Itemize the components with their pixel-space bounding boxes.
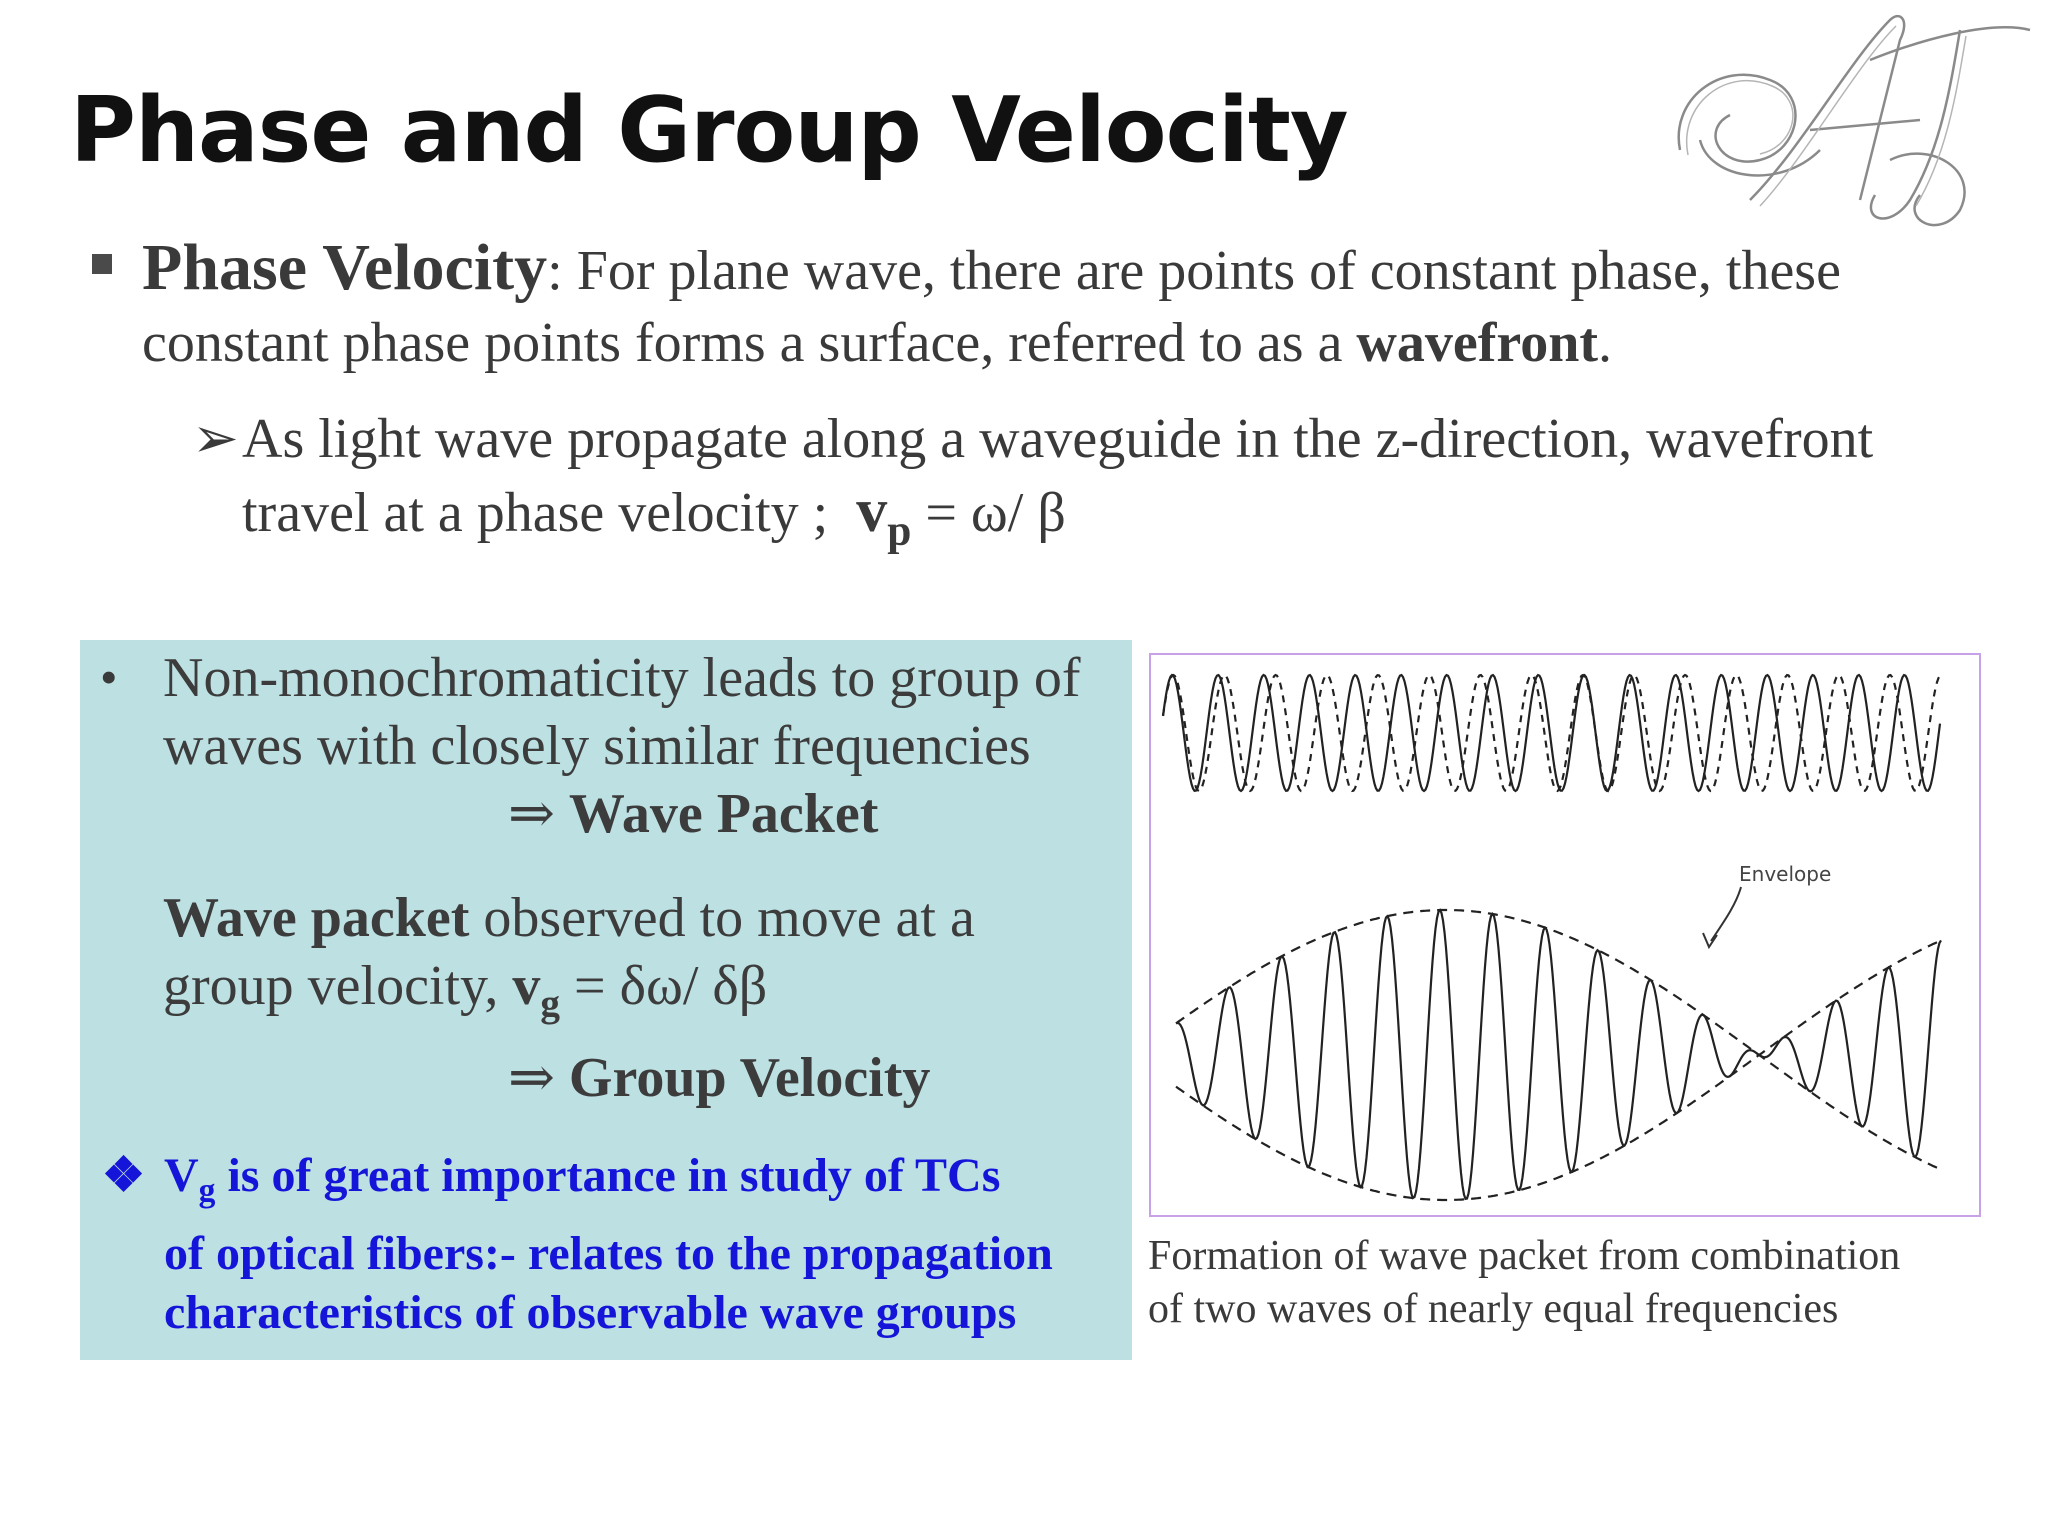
wave-packet-figure bbox=[1149, 653, 1981, 1217]
caption-line-1: Formation of wave packet from combination bbox=[1148, 1233, 1901, 1279]
diamond-bullet-icon: ❖ bbox=[102, 1149, 146, 1202]
two-waves-plot bbox=[1163, 675, 1940, 791]
phase-velocity-description: For plane wave, there are points of constant phase, these constant phase points forms a surface, referred to as a bbox=[142, 240, 1841, 374]
round-bullet-icon: • bbox=[100, 649, 118, 705]
wave-packet-line bbox=[163, 884, 975, 952]
wave-packet-diagram bbox=[1151, 655, 1979, 1215]
wave-packet-label: Wave Packet bbox=[568, 783, 879, 845]
note-text-1: is of great importance in study of TCs bbox=[215, 1149, 1001, 1202]
wave-solid-line bbox=[1163, 675, 1940, 791]
slide-title: Phase and Group Velocity bbox=[70, 78, 1348, 183]
envelope-label: Envelope bbox=[1739, 862, 1832, 886]
monogram-logo bbox=[1660, 0, 2040, 240]
carrier-wave-line bbox=[1176, 910, 1941, 1199]
phase-velocity-symbol bbox=[856, 477, 912, 555]
wave-packet-plot bbox=[1176, 910, 1941, 1200]
wave-packet-result bbox=[508, 780, 878, 848]
note-line-3: characteristics of observable wave groups bbox=[164, 1285, 1017, 1339]
sub-point-sentence: As light wave propagate along a waveguide in the z-direction, wavefront travel at a phase velocity ; bbox=[242, 408, 1874, 544]
vg-subscript: g bbox=[540, 982, 560, 1026]
sentence-end: . bbox=[1598, 312, 1613, 374]
square-bullet-icon bbox=[92, 254, 112, 274]
group-velocity-line bbox=[163, 952, 767, 1038]
group-velocity-panel bbox=[80, 640, 1132, 1360]
phase-velocity-text bbox=[142, 232, 1952, 379]
arrow-bullet-icon: ➢ bbox=[192, 408, 239, 470]
envelope-pointer bbox=[1711, 887, 1741, 941]
vp-v: v bbox=[856, 477, 888, 545]
implies-icon: ⇒ bbox=[508, 1047, 555, 1109]
note-line-2: of optical fibers:- relates to the propagation bbox=[164, 1226, 1053, 1280]
wave-packet-bold: Wave packet bbox=[163, 887, 470, 949]
phase-velocity-heading: Phase Velocity bbox=[142, 231, 548, 304]
importance-note bbox=[102, 1145, 1132, 1341]
panel-line-1: Non-monochromaticity leads to group of bbox=[163, 647, 1081, 709]
sub-point-text bbox=[242, 403, 1952, 566]
note-line-1 bbox=[164, 1145, 1132, 1223]
implies-icon: ⇒ bbox=[508, 783, 555, 845]
heading-colon: : bbox=[547, 240, 563, 302]
note-subscript: g bbox=[198, 1172, 216, 1210]
caption-line-2: of two waves of nearly equal frequencies bbox=[1148, 1286, 1839, 1332]
panel-line-2: waves with closely similar frequencies bbox=[163, 715, 1031, 777]
vg-v: v bbox=[512, 955, 541, 1017]
wavefront-sub-point bbox=[192, 403, 1952, 566]
note-v: V bbox=[164, 1149, 199, 1202]
phase-velocity-formula: = ω/ β bbox=[911, 482, 1066, 544]
phase-velocity-bullet bbox=[92, 232, 1952, 379]
figure-caption bbox=[1148, 1230, 2008, 1336]
wavefront-term: wavefront bbox=[1356, 312, 1599, 374]
group-velocity-label: Group Velocity bbox=[568, 1047, 931, 1109]
vp-subscript: p bbox=[887, 506, 912, 555]
group-velocity-prefix: group velocity, bbox=[163, 955, 513, 1017]
group-velocity-result bbox=[508, 1044, 930, 1112]
wave-packet-text: observed to move at a bbox=[469, 887, 975, 949]
group-velocity-formula: = δω/ δβ bbox=[560, 955, 768, 1017]
